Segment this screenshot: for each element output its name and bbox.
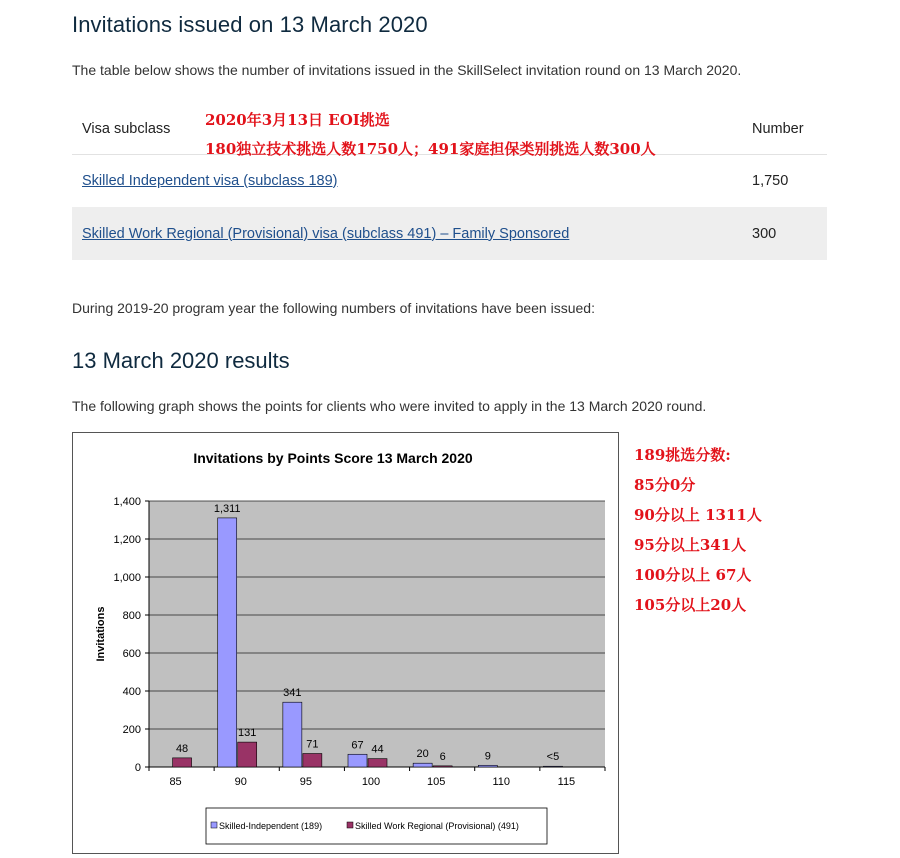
bar-s189	[218, 518, 237, 767]
annotation-line: 180独立技术挑选人数1750人；491家庭担保类别挑选人数300人	[205, 140, 656, 158]
table-row	[72, 207, 827, 260]
bar-s491	[238, 742, 257, 767]
visa-189-link[interactable]: Skilled Independent visa (subclass 189)	[82, 172, 338, 189]
page-title: Invitations issued on 13 March 2020	[72, 12, 428, 37]
points-chart	[73, 433, 618, 853]
x-tick-label: 105	[426, 776, 446, 788]
bar-s189	[413, 763, 432, 767]
y-tick-label: 1,000	[113, 572, 141, 584]
legend-label-491: Skilled Work Regional (Provisional) (491)	[355, 821, 519, 831]
header-number: Number	[752, 120, 804, 137]
intro-text: The table below shows the number of invitations issued in the SkillSelect invitation round on 13 March 2020.	[72, 62, 742, 78]
y-axis-label: Invitations	[95, 606, 107, 662]
data-label: 71	[306, 738, 319, 751]
annotation-line: 189挑选分数:	[634, 446, 731, 464]
graph-intro-text: The following graph shows the points for clients who were invited to apply in the 13 March 2020 round.	[72, 398, 707, 414]
y-tick-label: 400	[122, 686, 141, 698]
visa-cell	[72, 207, 742, 260]
bar-s491	[303, 754, 322, 767]
data-label: 6	[439, 750, 446, 763]
annotation-line: 2020年3月13日 EOI挑选	[205, 111, 390, 129]
annotation-line: 85分0分	[634, 476, 696, 494]
annotation-line: 95分以上341人	[634, 536, 747, 554]
y-tick-label: 1,200	[113, 534, 141, 546]
bar-s491	[173, 758, 192, 767]
y-tick-label: 800	[122, 610, 141, 622]
y-tick-label: 1,400	[113, 496, 141, 508]
data-label: 1,311	[213, 502, 241, 515]
annotation-line: 100分以上 67人	[634, 566, 752, 584]
header-visa-subclass: Visa subclass	[82, 120, 171, 137]
y-tick-label: 200	[122, 724, 141, 736]
data-label: 48	[175, 742, 189, 755]
bar-s189	[348, 754, 367, 767]
x-tick-label: 115	[557, 776, 576, 788]
bar-s491	[368, 759, 387, 767]
annotation-line: 105分以上20人	[634, 596, 747, 614]
annotation-line: 90分以上 1311人	[634, 506, 762, 524]
chart-container	[72, 432, 619, 854]
x-tick-label: 100	[361, 776, 381, 788]
data-label: 131	[238, 727, 257, 740]
results-heading: 13 March 2020 results	[72, 348, 290, 373]
bar-s491	[433, 766, 452, 767]
x-tick-label: 95	[299, 776, 312, 788]
program-year-text: During 2019-20 program year the following numbers of invitations have been issued:	[72, 300, 595, 316]
bar-s189	[543, 766, 562, 767]
data-label: 341	[283, 687, 302, 700]
number-cell: 1,750	[752, 172, 789, 189]
y-tick-label: 600	[122, 648, 141, 660]
x-tick-label: 110	[492, 776, 511, 788]
chart-annotation	[634, 440, 762, 620]
data-label: 67	[351, 739, 364, 752]
legend-swatch-189	[211, 822, 217, 828]
bar-s189	[478, 765, 497, 767]
y-tick-label: 0	[134, 762, 141, 774]
number-cell: 300	[752, 225, 777, 242]
x-tick-label: 90	[234, 776, 247, 788]
data-label: 44	[371, 743, 384, 756]
legend-swatch-491	[347, 822, 353, 828]
bar-s189	[283, 702, 302, 767]
data-label: <5	[546, 751, 560, 764]
visa-491-link[interactable]: Skilled Work Regional (Provisional) visa (subclass 491) – Family Sponsored	[82, 225, 570, 242]
table-annotation	[205, 106, 656, 164]
legend-label-189: Skilled-Independent (189)	[219, 821, 323, 831]
data-label: 20	[416, 748, 429, 761]
x-tick-label: 85	[169, 776, 182, 788]
data-label: 9	[484, 750, 491, 763]
plot-area	[149, 501, 605, 767]
chart-title: Invitations by Points Score 13 March 2020	[193, 450, 473, 466]
